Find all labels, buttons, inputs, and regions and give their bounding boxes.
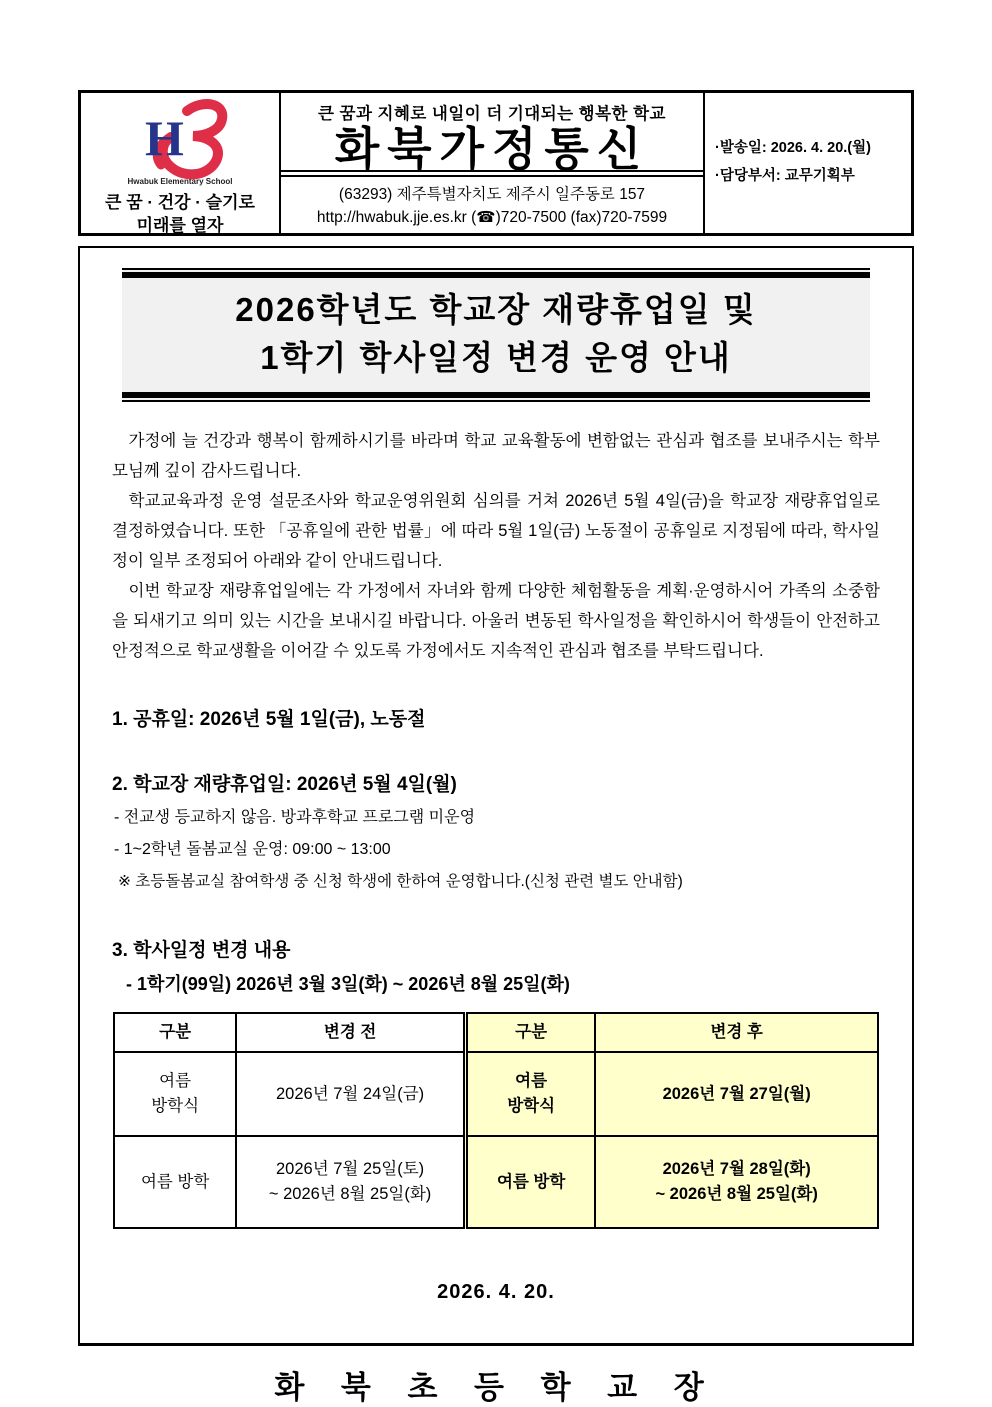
cell-cat-before bbox=[114, 1136, 236, 1228]
cell-line: 2026년 7월 25일(토) bbox=[276, 1159, 425, 1178]
table-row-vacation-ceremony bbox=[114, 1052, 878, 1136]
cell-line: 여름 방학 bbox=[496, 1172, 566, 1191]
banner-rule-bottom-thick bbox=[122, 392, 870, 398]
section-1-heading: 1. 공휴일: 2026년 5월 1일(금), 노동절 bbox=[112, 708, 426, 730]
section-2-item-2: - 1~2학년 돌봄교실 운영: 09:00 ~ 13:00 bbox=[114, 840, 391, 858]
slogan-line-2: 미래를 열자 bbox=[136, 215, 224, 235]
greeting-paragraphs bbox=[112, 426, 880, 666]
header-category-before: 구분 bbox=[114, 1013, 236, 1053]
school-contact: http://hwabuk.jje.es.kr (☎)720-7500 (fax)720-7599 bbox=[316, 208, 668, 226]
section-2-items bbox=[112, 802, 880, 897]
school-slogan bbox=[105, 192, 255, 238]
masthead-title-block bbox=[281, 93, 703, 177]
notice-title-banner bbox=[122, 268, 870, 402]
principal-signature: 화 북 초 등 학 교 장 bbox=[274, 1370, 718, 1406]
paragraph-decision: 학교교육과정 운영 설문조사와 학교운영위원회 심의를 거쳐 2026년 5월 4일(금)을 학교장 재량휴업일로 결정하였습니다. 또한 「공휴일에 관한 법률」에 따라 5월 1일(금) 노동절이 공휴일로 지정됨에 따라, 학사일정이 일부 조정되어 아래와 같이 안내드립니다. bbox=[112, 491, 880, 570]
cell-line: ~ 2026년 8월 25일(화) bbox=[655, 1185, 818, 1204]
cell-after-date bbox=[595, 1136, 878, 1228]
masthead-info-cell bbox=[703, 93, 911, 233]
school-logo-icon bbox=[115, 97, 245, 183]
paragraph-greeting: 가정에 늘 건강과 행복이 함께하시기를 바라며 학교 교육활동에 변함없는 관심과 협조를 보내주시는 학부모님께 깊이 감사드립니다. bbox=[112, 431, 880, 480]
cell-line: 여름 bbox=[515, 1071, 548, 1090]
school-motto: 큰 꿈과 지혜로 내일이 더 기대되는 행복한 학교 bbox=[318, 105, 666, 123]
cell-line: 방학식 bbox=[507, 1097, 556, 1116]
newsletter-title: 화북가정통신 bbox=[334, 123, 650, 175]
cell-line: 2026년 7월 27일(월) bbox=[662, 1084, 811, 1103]
school-english-name: Hwabuk Elementary School bbox=[127, 177, 233, 186]
notice-title bbox=[122, 278, 870, 392]
cell-cat-after bbox=[465, 1052, 595, 1136]
paragraph-request: 이번 학교장 재량휴업일에는 각 가정에서 자녀와 함께 다양한 체험활동을 계획·운영하시어 가족의 소중함을 되새기고 의미 있는 시간을 보내시길 바랍니다. 아울러 변동된 학사일정을 확인하시어 학생들이 안전하고 안정적으로 학교생활을 이어갈 수 있도록 가정에서도 지속적인 관심과 협조를 부탁드립니다. bbox=[112, 581, 880, 660]
header-after: 변경 후 bbox=[595, 1013, 878, 1053]
school-logo bbox=[115, 97, 245, 183]
header-category-after: 구분 bbox=[465, 1013, 595, 1053]
notice-title-line-2: 1학기 학사일정 변경 운영 안내 bbox=[260, 338, 732, 376]
section-2-heading: 2. 학교장 재량휴업일: 2026년 5월 4일(월) bbox=[112, 773, 457, 795]
section-3-heading: 3. 학사일정 변경 내용 bbox=[112, 939, 291, 961]
masthead-address-block bbox=[281, 177, 703, 234]
cell-line: ~ 2026년 8월 25일(화) bbox=[268, 1185, 432, 1204]
cell-line: 2026년 7월 28일(화) bbox=[662, 1159, 811, 1178]
cell-cat-before bbox=[114, 1052, 236, 1136]
header-before: 변경 전 bbox=[236, 1013, 465, 1053]
cell-before-date bbox=[236, 1136, 465, 1228]
section-2-item-1: - 전교생 등교하지 않음. 방과후학교 프로그램 미운영 bbox=[114, 808, 476, 826]
notice-title-line-1: 2026학년도 학교장 재량휴업일 및 bbox=[235, 291, 757, 328]
cell-line: 2026년 7월 24일(금) bbox=[276, 1084, 425, 1103]
table-row-summer-vacation bbox=[114, 1136, 878, 1228]
masthead-logo-cell bbox=[81, 93, 281, 233]
send-date: ·발송일: 2026. 4. 20.(월) bbox=[715, 140, 871, 157]
cell-line: 방학식 bbox=[151, 1097, 200, 1116]
school-address: (63293) 제주특별자치도 제주시 일주동로 157 bbox=[338, 185, 646, 203]
banner-rule-bottom-thin bbox=[122, 400, 870, 402]
masthead bbox=[78, 90, 914, 236]
newsletter-page bbox=[78, 0, 914, 1406]
svg-text:H: H bbox=[145, 110, 184, 166]
masthead-center bbox=[281, 93, 703, 233]
schedule-change-table bbox=[113, 1012, 879, 1230]
department: ·담당부서: 교무기획부 bbox=[715, 168, 855, 184]
banner-rule-top-thin bbox=[122, 268, 870, 270]
cell-after-date bbox=[595, 1052, 878, 1136]
cell-line: 여름 bbox=[159, 1071, 192, 1090]
notice-body-box bbox=[78, 246, 914, 1406]
section-3-semester-range: - 1학기(99일) 2026년 3월 3일(화) ~ 2026년 8월 25일(화) bbox=[126, 973, 570, 994]
document-date: 2026. 4. 20. bbox=[437, 1281, 555, 1304]
table-header-row bbox=[114, 1013, 878, 1053]
slogan-line-1: 큰 꿈 · 건강 · 슬기로 bbox=[105, 193, 255, 212]
cell-before-date bbox=[236, 1052, 465, 1136]
section-2-note: ※ 초등돌봄교실 참여학생 중 신청 학생에 한하여 운영합니다.(신청 관련 별도 안내함) bbox=[118, 872, 683, 890]
cell-line: 여름 방학 bbox=[140, 1172, 210, 1191]
cell-cat-after bbox=[465, 1136, 595, 1228]
